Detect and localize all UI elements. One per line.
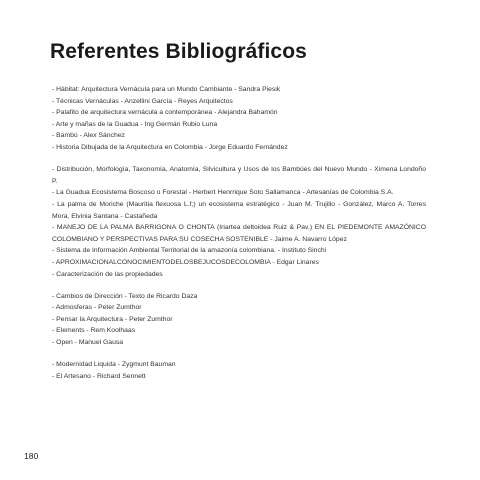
reference-entry: - Sistema de Información Ambiental Territorial de la amazonía colombiana. - Instituto Sinchi bbox=[52, 247, 327, 255]
reference-entry: - Arte y mañas de la Guadua - Ing Germán Rubio Luna bbox=[52, 120, 218, 128]
reference-entry: - Cambios de Dirección - Texto de Ricardo Daza bbox=[52, 292, 198, 300]
reference-entry: - Pensar la Arquitectura - Peter Zumthor bbox=[52, 315, 173, 323]
reference-group-vernacular bbox=[52, 84, 426, 154]
reference-entry: - MANEJO DE LA PALMA BARRIGONA O CHONTA (Iriartea deltoidea Ruiz & Pav.) EN EL PIEDEMONTE AMAZÓNICO COLOMBIANO Y PERSPECTIVAS PARA SU COSECHA SOSTENIBLE - Jaime A. Navarro López bbox=[52, 224, 426, 243]
reference-entry: - El Artesano - Richard Sennett bbox=[52, 372, 146, 380]
reference-group-materials bbox=[52, 164, 426, 280]
reference-entry: - Elements - Rem Koolhaas bbox=[52, 327, 136, 335]
reference-entry: - Caracterización de las propiedades bbox=[52, 270, 163, 278]
reference-entry: - La Guadua Ecosistema Boscoso o Forestal - Herbert Henrrique Soto Sallamanca - Artesanías de Colombia S.A. bbox=[52, 189, 394, 197]
reference-entry: - Palafito de arquitectura vernácula a contemporánea - Alejandra Bahamón bbox=[52, 109, 278, 117]
reference-entry: - Bambú - Alex Sánchez bbox=[52, 132, 125, 140]
reference-group-architecture-theory bbox=[52, 291, 426, 349]
reference-entry: - Admosferas - Peter Zumthor bbox=[52, 304, 142, 312]
reference-entry: - Historia Dibujada de la Arquitectura en Colombia - Jorge Eduardo Fernández bbox=[52, 143, 288, 151]
reference-entry: - Hábitat: Arquitectura Vernácula para un Mundo Cambiante - Sandra Piesik bbox=[52, 86, 281, 93]
references-list bbox=[52, 84, 426, 393]
reference-entry: - Técnicas Vernáculas - Anzellini García - Reyes Arquitectos bbox=[52, 97, 233, 105]
reference-entry: - Distribución, Morfología, Taxonomía, Anatomía, Silvicultura y Usos de los Bambúes del Nuevo Mundo - Ximena Londoño P. bbox=[52, 166, 426, 185]
page-title: Referentes Bibliográficos bbox=[50, 40, 307, 63]
reference-entry: - La palma de Moriche (Mauritia flexuosa L.f;) un ecosistema estratégico - Juan M. Trujillo - González, Marco A. Torres Mora, Elvinia Santana - Castañeda bbox=[52, 200, 426, 220]
reference-entry: - Open - Manuel Gausa bbox=[52, 339, 124, 347]
reference-entry: - Modernidad Liquida - Zygmunt Bauman bbox=[52, 361, 176, 369]
reference-entry: - APROXIMACIONALCONOCIMIENTODELOSBEJUCOSDECOLOMBIA - Edgar Linares bbox=[52, 258, 319, 266]
reference-group-sociology bbox=[52, 359, 426, 382]
page-number: 180 bbox=[24, 451, 39, 461]
